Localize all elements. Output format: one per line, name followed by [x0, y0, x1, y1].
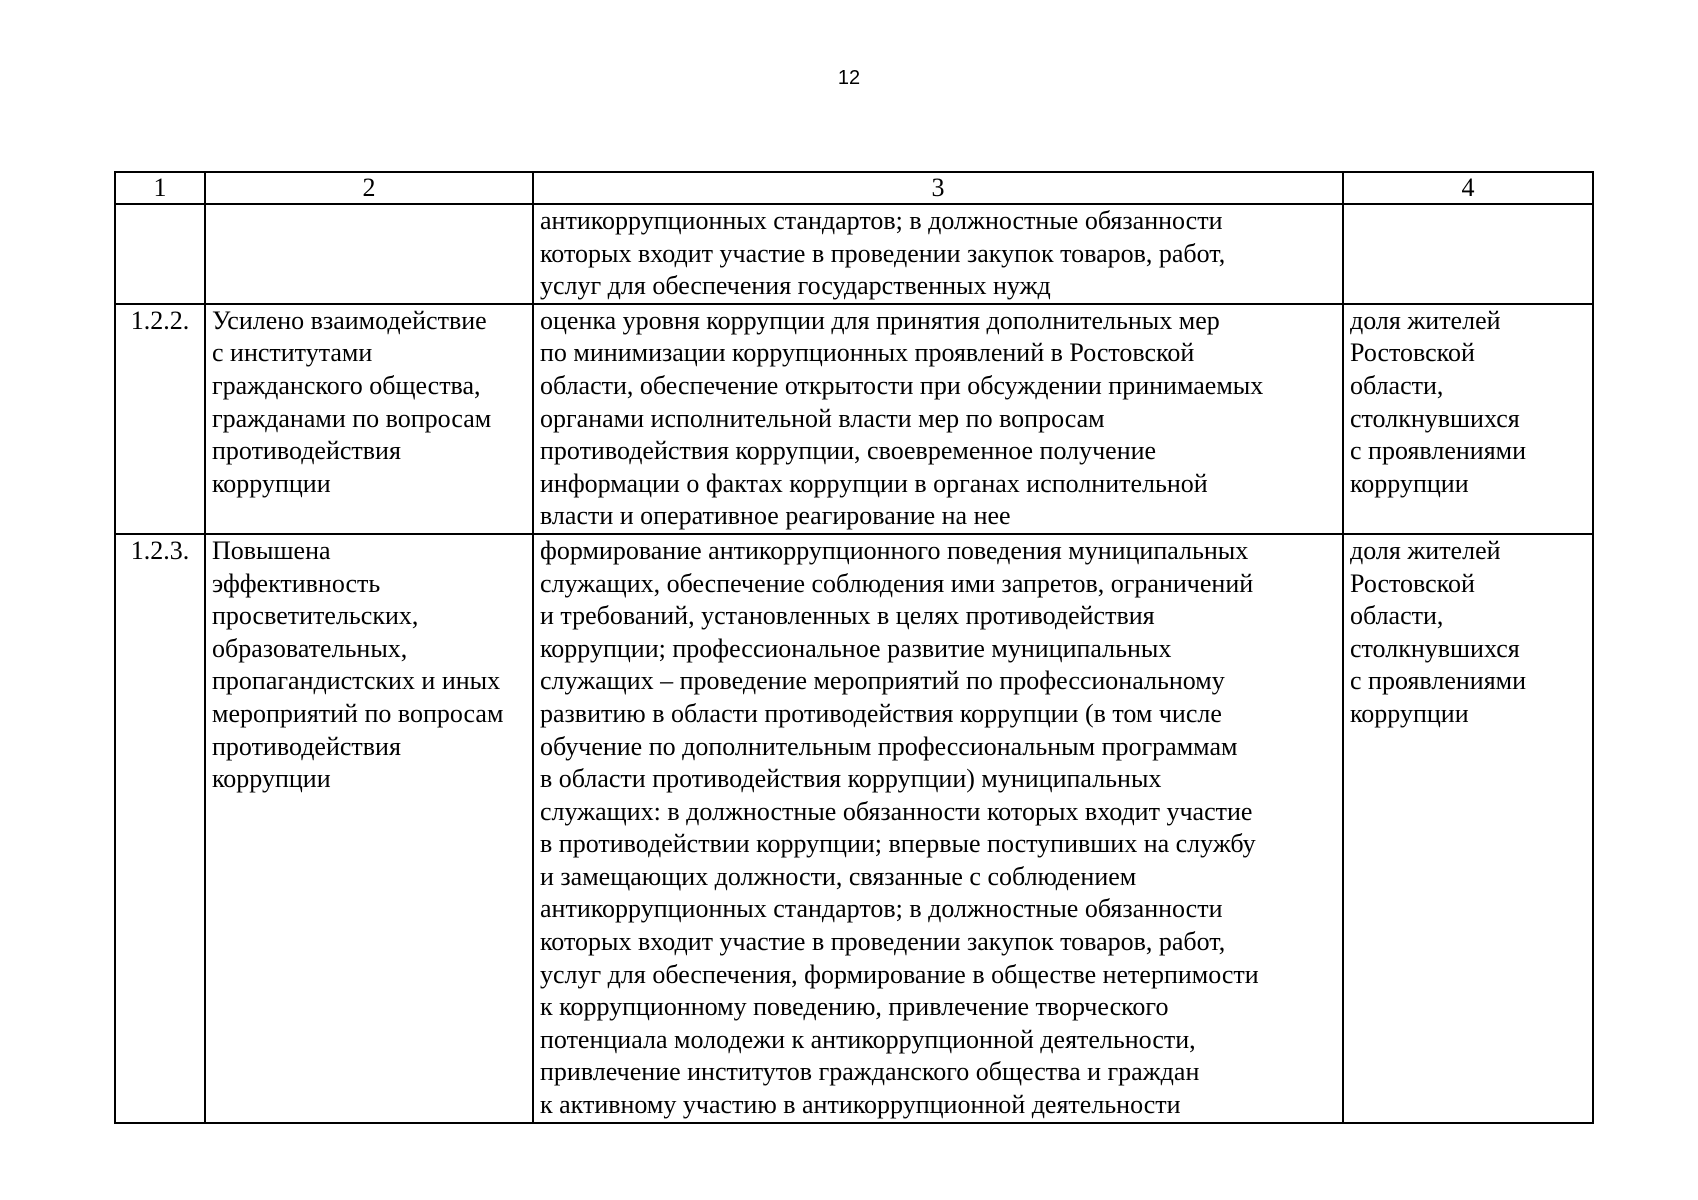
text-line: в противодействии коррупции; впервые поступивших на службу	[540, 829, 1256, 859]
expected-result-cell	[205, 204, 533, 304]
text-line: формирование антикоррупционного поведения муниципальных	[540, 535, 1249, 565]
text-line: с проявлениями	[1350, 436, 1527, 466]
text-line: антикоррупционных стандартов; в должностные обязанности	[540, 894, 1223, 924]
text-line: Усилено взаимодействие	[212, 305, 487, 335]
text-line: информации о фактах коррупции в органах исполнительной	[540, 468, 1208, 498]
text-line: противодействия коррупции, своевременное получение	[540, 436, 1157, 466]
text-line: коррупции	[212, 764, 331, 794]
text-line: пропагандистских и иных	[212, 666, 501, 696]
text-line: служащих: в должностные обязанности которых входит участие	[540, 796, 1253, 826]
text-line: органами исполнительной власти мер по вопросам	[540, 403, 1105, 433]
table-row	[115, 304, 1593, 534]
text-line: по минимизации коррупционных проявлений в Ростовской	[540, 338, 1195, 368]
text-line: обучение по дополнительным профессиональным программам	[540, 731, 1238, 761]
text-line: столкнувшихся	[1350, 633, 1520, 663]
text-line: Повышена	[212, 535, 331, 565]
text-line: противодействия	[212, 731, 401, 761]
text-line: услуг для обеспечения, формирование в обществе нетерпимости	[540, 959, 1259, 989]
text-line: гражданами по вопросам	[212, 403, 492, 433]
page-number: 12	[837, 67, 861, 89]
text-line: развитию в области противодействия коррупции (в том числе	[540, 698, 1222, 728]
text-line: которых входит участие в проведении закупок товаров, работ,	[540, 238, 1226, 268]
text-line: Ростовской	[1350, 568, 1475, 598]
text-line: услуг для обеспечения государственных нужд	[540, 271, 1051, 301]
text-line: которых входит участие в проведении закупок товаров, работ,	[540, 927, 1226, 957]
expected-result-cell	[205, 534, 533, 1123]
text-line: к коррупционному поведению, привлечение творческого	[540, 992, 1169, 1022]
column-number-1: 1	[115, 172, 205, 204]
row-number-cell: 1.2.3.	[115, 534, 205, 1123]
text-line: коррупции	[1350, 698, 1469, 728]
text-line: с проявлениями	[1350, 666, 1527, 696]
table-row	[115, 534, 1593, 1123]
row-number-cell: 1.2.2.	[115, 304, 205, 534]
text-line: к активному участию в антикоррупционной деятельности	[540, 1090, 1181, 1120]
row-number-cell	[115, 204, 205, 304]
text-line: доля жителей	[1350, 535, 1501, 565]
column-number-2: 2	[205, 172, 533, 204]
text-line: просветительских,	[212, 601, 419, 631]
text-line: коррупции	[212, 468, 331, 498]
column-number-3: 3	[533, 172, 1343, 204]
text-line: служащих – проведение мероприятий по профессиональному	[540, 666, 1225, 696]
text-line: коррупции	[1350, 468, 1469, 498]
text-line: доля жителей	[1350, 305, 1501, 335]
description-cell	[533, 204, 1343, 304]
text-line: столкнувшихся	[1350, 403, 1520, 433]
table-row	[115, 204, 1593, 304]
text-line: эффективность	[212, 568, 381, 598]
text-line: в области противодействия коррупции) муниципальных	[540, 764, 1162, 794]
text-line: области,	[1350, 370, 1444, 400]
text-line: мероприятий по вопросам	[212, 698, 504, 728]
text-line: противодействия	[212, 436, 401, 466]
table-header-row	[115, 172, 1593, 204]
text-line: области,	[1350, 601, 1444, 631]
text-line: области, обеспечение открытости при обсуждении принимаемых	[540, 370, 1264, 400]
text-line: потенциала молодежи к антикоррупционной деятельности,	[540, 1024, 1196, 1054]
description-cell	[533, 304, 1343, 534]
column-number-4: 4	[1343, 172, 1593, 204]
text-line: коррупции; профессиональное развитие муниципальных	[540, 633, 1172, 663]
indicator-cell	[1343, 304, 1593, 534]
text-line: с институтами	[212, 338, 373, 368]
expected-result-cell	[205, 304, 533, 534]
text-line: антикоррупционных стандартов; в должностные обязанности	[540, 206, 1223, 235]
text-line: служащих, обеспечение соблюдения ими запретов, ограничений	[540, 568, 1254, 598]
text-line: оценка уровня коррупции для принятия дополнительных мер	[540, 305, 1220, 335]
measures-table	[114, 171, 1594, 1124]
text-line: власти и оперативное реагирование на нее	[540, 501, 1011, 531]
text-line: гражданского общества,	[212, 370, 481, 400]
text-line: привлечение институтов гражданского общества и граждан	[540, 1057, 1200, 1087]
text-line: образовательных,	[212, 633, 408, 663]
text-line: и замещающих должности, связанные с соблюдением	[540, 861, 1137, 891]
indicator-cell	[1343, 204, 1593, 304]
text-line: и требований, установленных в целях противодействия	[540, 601, 1155, 631]
indicator-cell	[1343, 534, 1593, 1123]
text-line: Ростовской	[1350, 338, 1475, 368]
description-cell	[533, 534, 1343, 1123]
